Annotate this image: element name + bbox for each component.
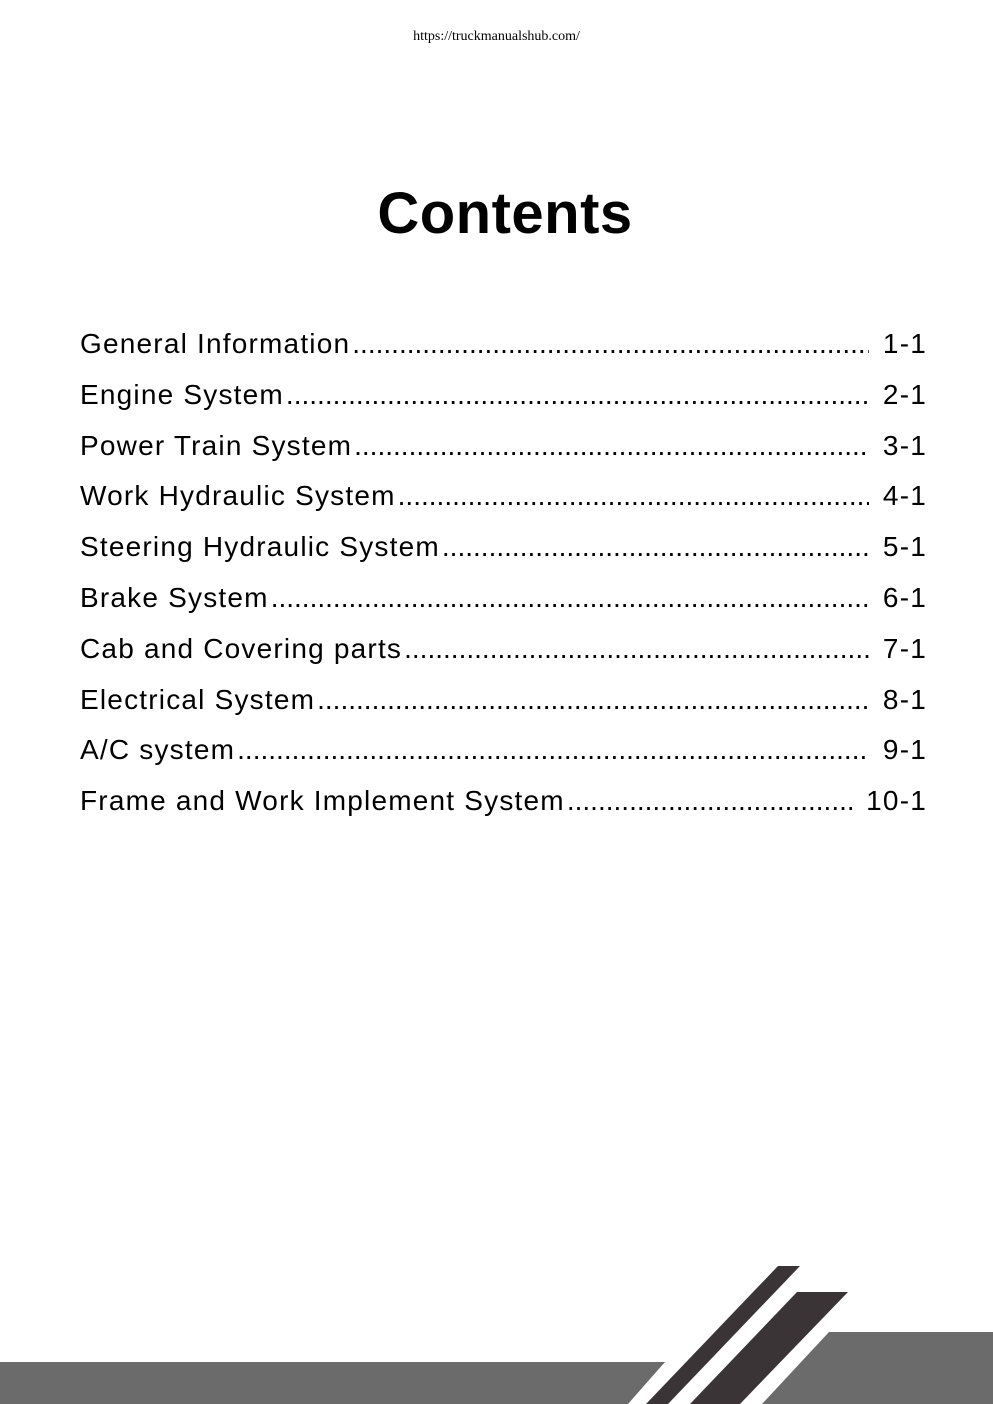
toc-entry-frame-and-work-implement-system[interactable]	[80, 785, 927, 836]
toc-entry-label: Steering Hydraulic System	[80, 531, 440, 563]
toc-entry-brake-system[interactable]	[80, 582, 927, 633]
toc-entry-cab-and-covering-parts[interactable]	[80, 633, 927, 684]
toc-entry-page: 9-1	[882, 734, 927, 766]
toc-entry-general-information[interactable]	[80, 328, 927, 379]
toc-leader-dots	[442, 531, 869, 563]
toc-entry-electrical-system[interactable]	[80, 684, 927, 735]
toc-entry-label: Electrical System	[80, 683, 316, 715]
table-of-contents	[80, 328, 927, 836]
toc-entry-page: 4-1	[882, 480, 927, 512]
toc-leader-dots	[352, 328, 869, 360]
toc-entry-page: 1-1	[882, 328, 927, 359]
toc-entry-label: Engine System	[80, 378, 284, 410]
toc-leader-dots	[286, 379, 869, 411]
toc-leader-dots	[354, 430, 869, 462]
header-url: https://truckmanualshub.com/	[413, 29, 580, 44]
toc-leader-dots	[567, 785, 852, 817]
toc-entry-page: 6-1	[882, 581, 927, 613]
toc-entry-page: 2-1	[882, 378, 927, 410]
toc-leader-dots	[237, 734, 869, 766]
toc-entry-engine-system[interactable]	[80, 379, 927, 430]
toc-leader-dots	[317, 684, 869, 716]
toc-entry-power-train-system[interactable]	[80, 430, 927, 481]
page-title: Contents	[377, 181, 633, 246]
footer-gray-band-left	[0, 1362, 665, 1404]
toc-entry-page: 8-1	[882, 683, 927, 715]
toc-entry-label: Brake System	[80, 581, 269, 613]
toc-entry-label: A/C system	[80, 734, 236, 766]
toc-entry-page: 5-1	[882, 531, 927, 563]
toc-entry-steering-hydraulic-system[interactable]	[80, 531, 927, 582]
toc-entry-label: Frame and Work Implement System	[80, 785, 565, 817]
toc-entry-page: 10-1	[866, 785, 927, 817]
toc-entry-label: Work Hydraulic System	[80, 480, 396, 512]
toc-entry-page: 7-1	[882, 632, 927, 664]
toc-leader-dots	[404, 633, 869, 665]
toc-leader-dots	[398, 480, 869, 512]
toc-entry-label: General Information	[80, 328, 351, 359]
toc-entry-page: 3-1	[882, 429, 927, 461]
toc-entry-ac-system[interactable]	[80, 734, 927, 785]
toc-entry-label: Cab and Covering parts	[80, 632, 403, 664]
toc-leader-dots	[271, 582, 869, 614]
toc-entry-label: Power Train System	[80, 429, 353, 461]
footer-decoration	[0, 1260, 993, 1404]
toc-entry-work-hydraulic-system[interactable]	[80, 480, 927, 531]
